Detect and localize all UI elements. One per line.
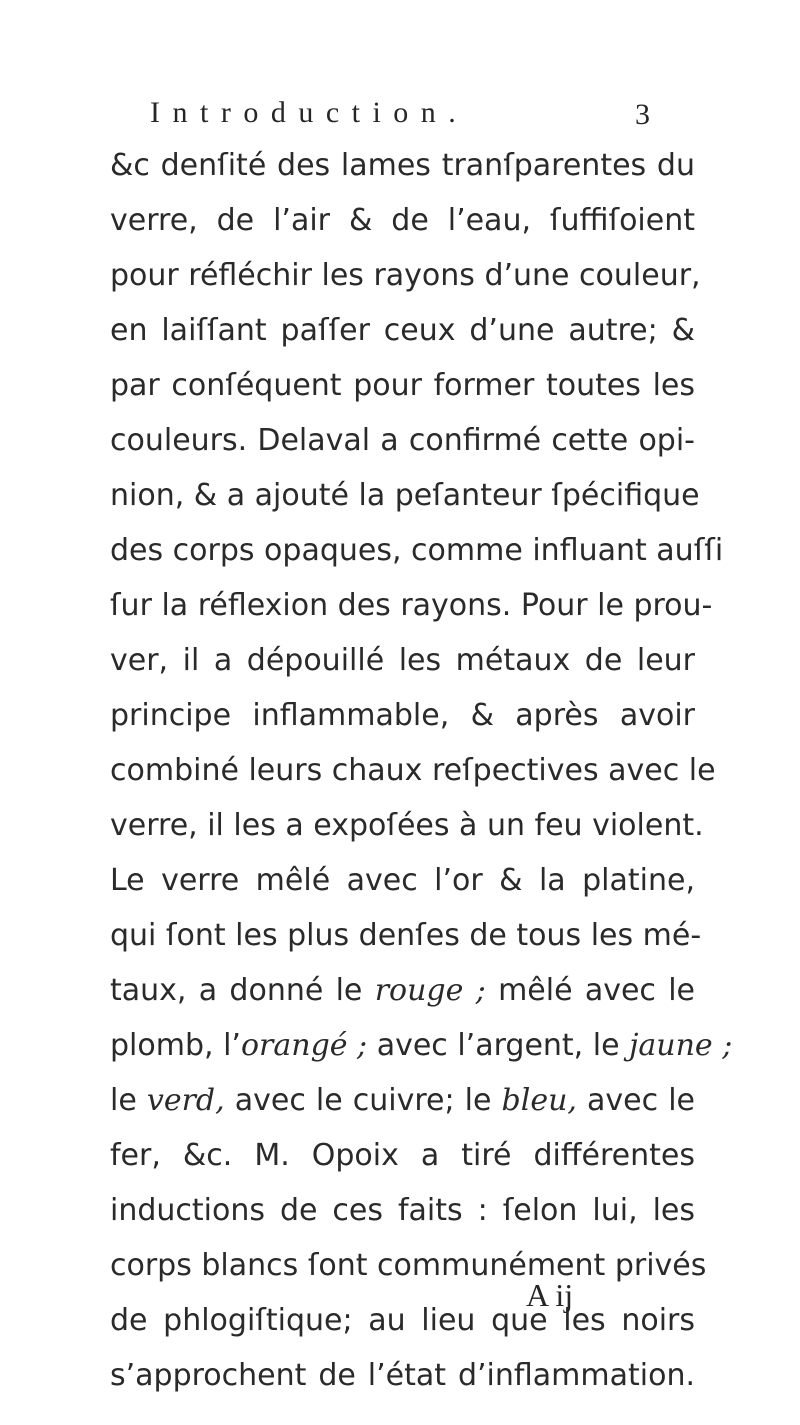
text-line	[110, 1018, 733, 1073]
text-line: inductions de ces faits : ſelon lui, les	[110, 1193, 695, 1228]
text-segment: le	[110, 1083, 147, 1118]
text-line: en laiſſant paſſer ceux d’une autre; &	[110, 313, 695, 348]
text-segment: plomb, l’	[110, 1028, 241, 1063]
body-text	[110, 138, 733, 1403]
text-line: Le verre mêlé avec l’or & la platine,	[110, 863, 695, 898]
page-number: 3	[635, 98, 650, 131]
text-line: corps blancs ſont communément privés	[110, 1248, 707, 1283]
text-line	[110, 963, 695, 1018]
text-line: qui ſont les plus denſes de tous les mé-	[110, 918, 702, 953]
italic-word: jaune ;	[629, 1028, 733, 1063]
text-line: combiné leurs chaux reſpectives avec le	[110, 753, 716, 788]
page-header	[150, 96, 650, 140]
text-line: des corps opaques, comme influant auſſi	[110, 533, 724, 568]
text-line: par conſéquent pour former toutes les	[110, 368, 695, 403]
text-line: nion, & a ajouté la peſanteur ſpécifique	[110, 478, 700, 513]
italic-word: orangé ;	[240, 1028, 368, 1063]
text-line: pour réfléchir les rayons d’une couleur,	[110, 258, 701, 293]
text-line: verre, il les a expoſées à un feu violent.	[110, 808, 704, 843]
text-line: verre, de l’air & de l’eau, ſuffiſoient	[110, 203, 695, 238]
text-segment: mêlé avec le	[485, 973, 696, 1008]
text-segment: avec l’argent, le	[367, 1028, 630, 1063]
text-line: &c denſité des lames tranſparentes du	[110, 148, 695, 183]
text-line	[110, 1073, 695, 1128]
text-segment: avec le	[576, 1083, 695, 1118]
text-line: fer, &c. M. Opoix a tiré différentes	[110, 1138, 695, 1173]
text-line: couleurs. Delaval a confirmé cette opi-	[110, 423, 695, 458]
text-line: principe inflammable, & après avoir	[110, 698, 695, 733]
text-line: de phlogiſtique; au lieu que les noirs	[110, 1303, 695, 1338]
italic-word: rouge ;	[374, 973, 486, 1008]
italic-word: verd,	[146, 1083, 225, 1118]
text-line: ſur la réflexion des rayons. Pour le prou-	[110, 588, 713, 623]
text-line: s’approchent de l’état d’inflammation.	[110, 1358, 695, 1393]
text-line: ver, il a dépouillé les métaux de leur	[110, 643, 695, 678]
text-segment: taux, a donné le	[110, 973, 375, 1008]
italic-word: bleu,	[501, 1083, 577, 1118]
running-head: Introduction.	[150, 96, 469, 129]
signature-mark: A ij	[526, 1277, 574, 1313]
text-segment: avec le cuivre; le	[224, 1083, 502, 1118]
